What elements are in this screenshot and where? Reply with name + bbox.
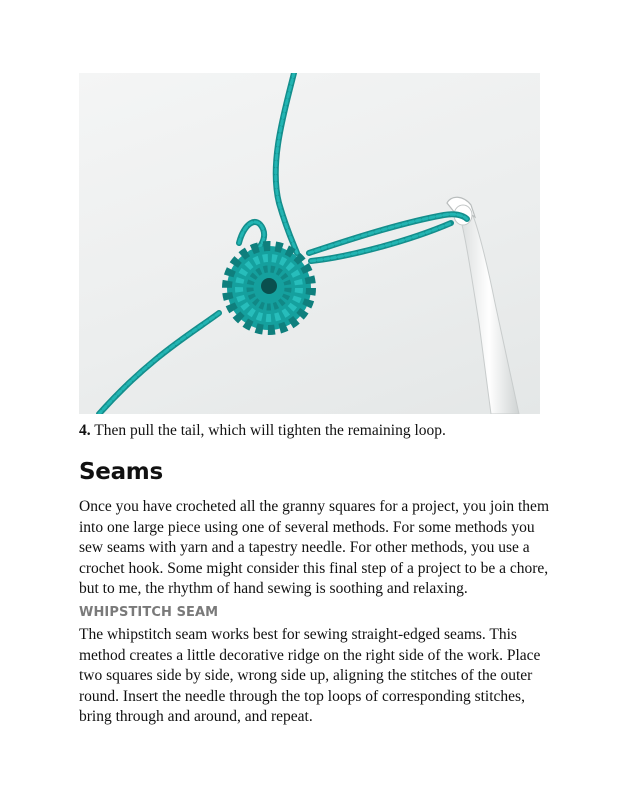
subsection-title: WHIPSTITCH SEAM <box>79 605 219 620</box>
caption-text: Then pull the tail, which will tighten the remaining loop. <box>90 422 446 439</box>
crochet-illustration <box>79 73 540 414</box>
crochet-ring-icon <box>227 246 311 330</box>
figure-caption <box>79 422 549 440</box>
crochet-photo <box>79 73 540 414</box>
section-intro-paragraph: Once you have crocheted all the granny squares for a project, you join them into one large piece using one of several methods. For some methods you sew seams with yarn and a tapestry needle. For other methods, you use a crochet hook. Some might consider this final step of a project to be a chore, but to me, the rhythm of hand sewing is soothing and relaxing. <box>79 498 549 597</box>
caption-step-number: 4. <box>79 422 91 439</box>
subsection-paragraph: The whipstitch seam works best for sewing straight-edged seams. This method creates a little decorative ridge on the right side of the work. Place two squares side by side, wrong side up, aligning the stitches of the outer round. Insert the needle through the top loops of corresponding stitches, bring through and around, and repeat. <box>79 626 541 725</box>
section-title: Seams <box>79 459 163 485</box>
crochet-hook-icon <box>447 197 519 414</box>
